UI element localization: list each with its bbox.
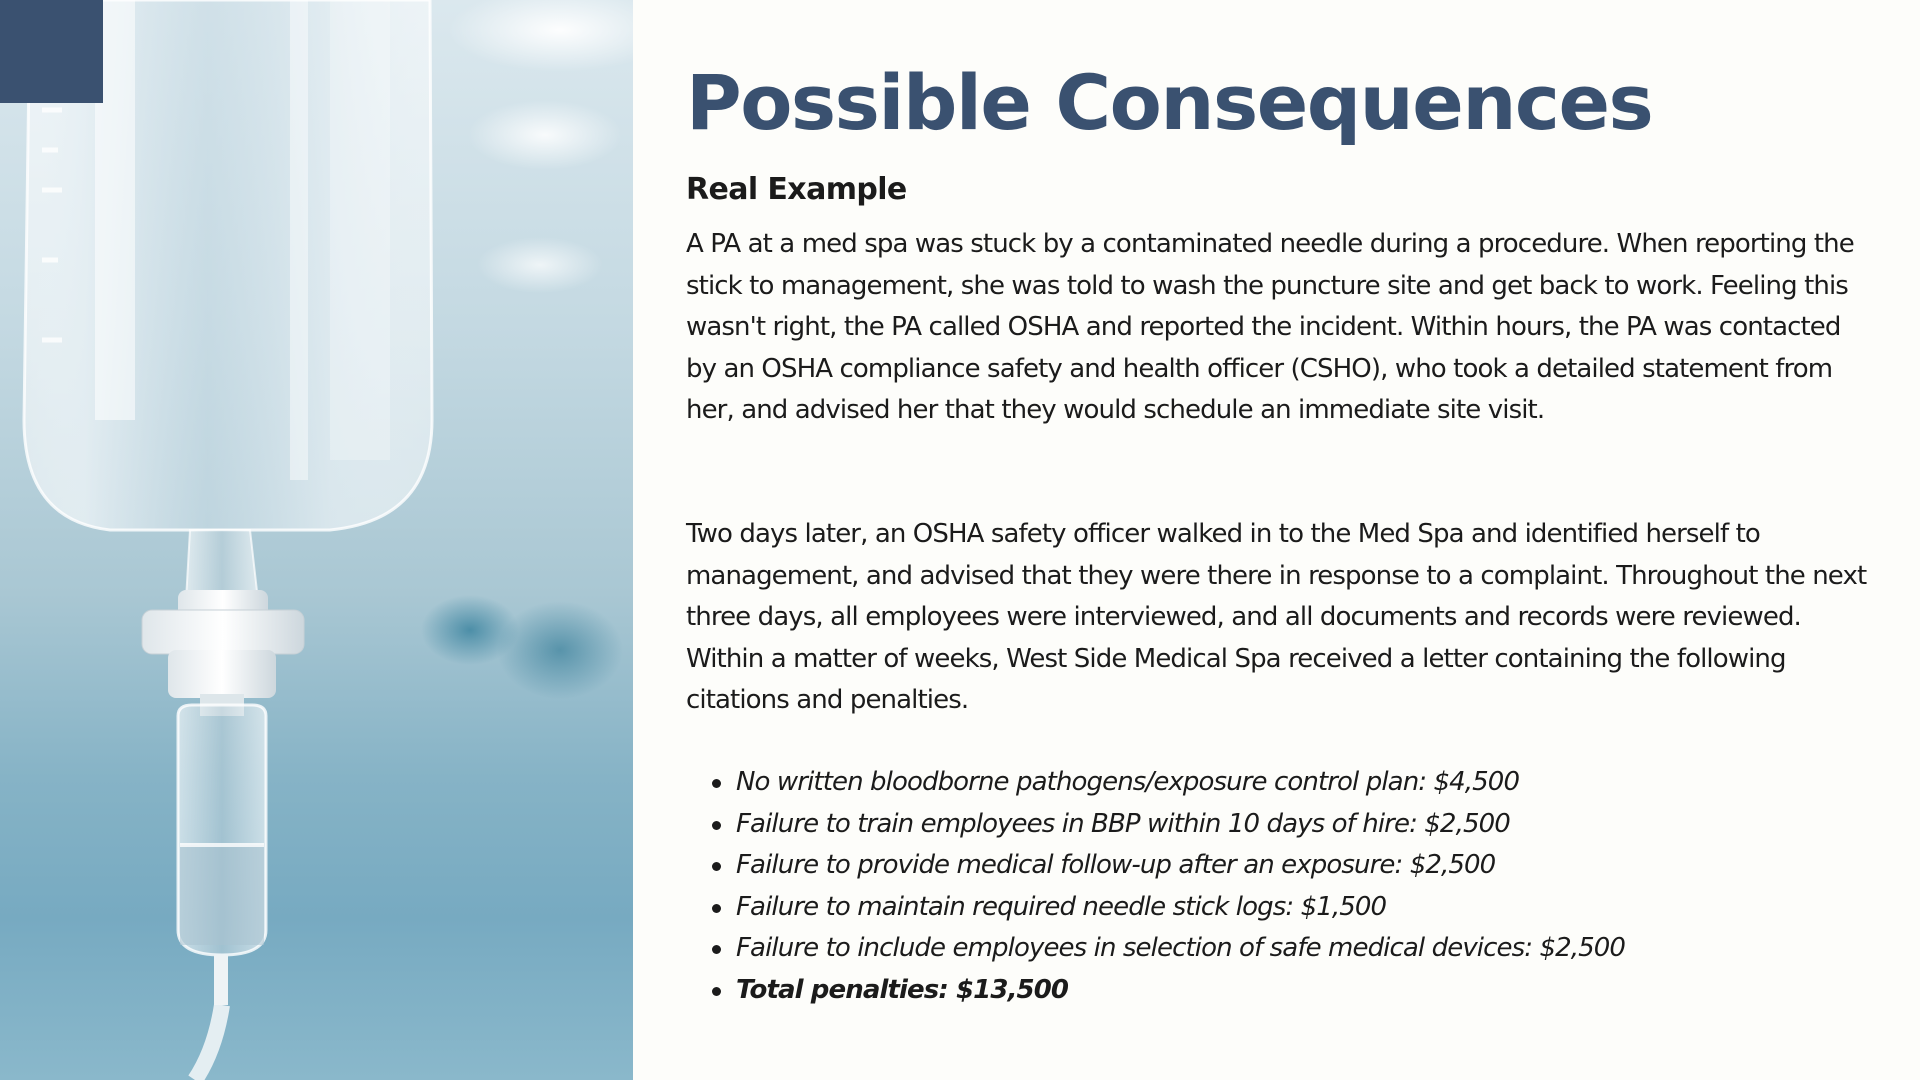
section-subtitle: Real Example: [686, 172, 907, 207]
bullet-icon: [712, 904, 721, 913]
bullet-icon: [712, 779, 721, 788]
bullet-icon: [712, 945, 721, 954]
penalty-text: No written bloodborne pathogens/exposure control plan: $4,500: [736, 767, 1520, 797]
iv-bag-photo: [0, 0, 633, 1080]
list-item: [736, 845, 1625, 887]
bullet-icon: [712, 821, 721, 830]
penalty-text: Failure to maintain required needle stick logs: $1,500: [736, 891, 1387, 922]
bullet-icon: [712, 862, 721, 871]
paragraph-investigation: Two days later, an OSHA safety officer walked in to the Med Spa and identified herself to management, and advised that they were there in response to a complaint. Throughout the next three days, all employees were interviewed, and all documents and records were reviewed. Within a matter of weeks, West Side Medical Spa received a letter containing the following citations and penalties.: [686, 519, 1867, 715]
iv-bag-illustration: [0, 0, 633, 1080]
page-title: Possible Consequences: [686, 58, 1653, 147]
list-item-total: [736, 970, 1625, 1012]
corner-accent-block: [0, 0, 103, 103]
list-item: [736, 928, 1625, 970]
list-item: [736, 887, 1625, 929]
list-item: [736, 804, 1625, 846]
penalty-text: Failure to provide medical follow-up after an exposure: $2,500: [736, 850, 1496, 880]
paragraph-incident: A PA at a med spa was stuck by a contaminated needle during a procedure. When reporting the stick to management, she was told to wash the puncture site and get back to work. Feeling this wasn't right, the PA called OSHA and reported the incident. Within hours, the PA was contacted by an OSHA compliance safety and health officer (CSHO), who took a detailed statement from her, and advised her that they would schedule an immediate site visit.: [686, 229, 1854, 425]
penalty-text: Failure to include employees in selection of safe medical devices: $2,500: [736, 933, 1626, 963]
penalty-total-text: Total penalties: $13,500: [736, 974, 1069, 1005]
bullet-icon: [712, 987, 721, 996]
penalty-text: Failure to train employees in BBP within 10 days of hire: $2,500: [736, 808, 1510, 839]
list-item: [736, 762, 1625, 804]
penalties-list: [686, 762, 1625, 1011]
